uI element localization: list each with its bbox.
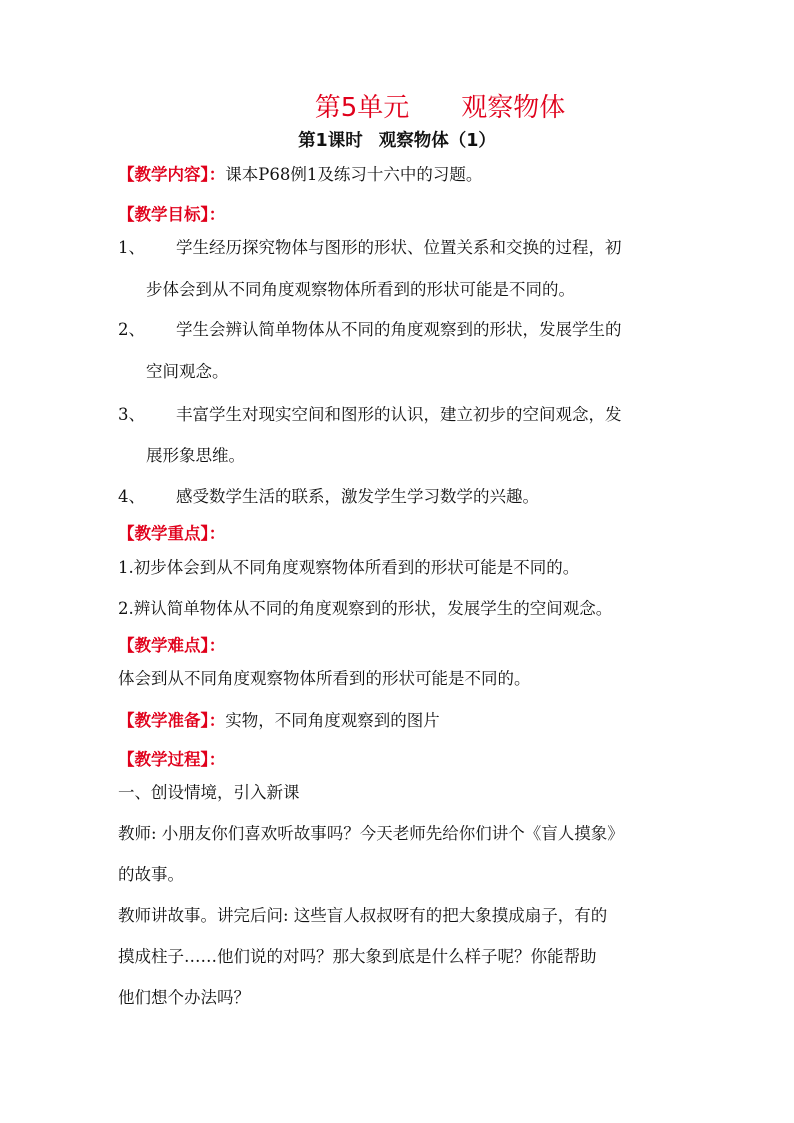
goal-number: 4、 [118, 487, 145, 506]
goal-text: 感受数学生活的联系，激发学生学习数学的兴趣。 [176, 487, 539, 506]
goal-text: 学生会辨认简单物体从不同的角度观察到的形状，发展学生的 [176, 320, 622, 339]
difficulties-heading: 【教学难点】： [118, 636, 226, 655]
key-points-heading-line [118, 522, 225, 546]
preparation-line [118, 709, 440, 733]
unit-number: 第5单元 [314, 93, 410, 123]
process-heading: 【教学过程】： [118, 750, 226, 769]
key-point-1: 1.初步体会到从不同角度观察物体所看到的形状可能是不同的。 [118, 558, 580, 577]
goal-text: 学生经历探究物体与图形的形状、位置关系和交换的过程，初 [176, 238, 622, 257]
goal-item-4 [118, 485, 539, 509]
goal-item-3-continued [146, 444, 245, 468]
process-paragraph-1: 教师: 小朋友你们喜欢听故事吗？今天老师先给你们讲个《盲人摸象》 [118, 824, 624, 843]
key-points-heading: 【教学重点】： [118, 524, 226, 543]
process-paragraph-2-continued: 摸成柱子……他们说的对吗？那大象到底是什么样子呢？你能帮助 [118, 947, 597, 966]
process-paragraph-2-end: 他们想个办法吗？ [118, 988, 250, 1007]
process-section-1: 一、创设情境，引入新课 [118, 783, 300, 802]
lesson-title [0, 128, 794, 154]
goal-number: 2、 [118, 320, 145, 339]
preparation-text: 实物，不同角度观察到的图片 [225, 711, 440, 730]
goal-item-1 [118, 236, 622, 260]
difficulties-heading-line [118, 634, 225, 658]
goal-item-2 [118, 318, 622, 342]
content-heading: 【教学内容】： [118, 165, 226, 184]
goals-heading-line [118, 203, 225, 227]
goal-item-1-continued [146, 278, 575, 302]
goal-text: 空间观念。 [146, 362, 229, 381]
goal-number: 1、 [118, 238, 145, 257]
content-text: 课本P68例1及练习十六中的习题。 [225, 165, 483, 184]
content-line [118, 163, 482, 187]
process-paragraph-2: 教师讲故事。讲完后问: 这些盲人叔叔呀有的把大象摸成扇子，有的 [118, 906, 608, 925]
unit-title [0, 90, 794, 126]
process-heading-line [118, 748, 225, 772]
goal-text: 步体会到从不同角度观察物体所看到的形状可能是不同的。 [146, 280, 575, 299]
goal-text: 展形象思维。 [146, 446, 245, 465]
unit-name: 观察物体 [461, 93, 566, 123]
key-point-2: 2.辨认简单物体从不同的角度观察到的形状，发展学生的空间观念。 [118, 599, 613, 618]
goal-item-2-continued [146, 360, 229, 384]
lesson-name: 观察物体（1） [378, 131, 496, 151]
goals-heading: 【教学目标】： [118, 205, 226, 224]
goal-text: 丰富学生对现实空间和图形的认识，建立初步的空间观念，发 [176, 405, 622, 424]
difficulties-text: 体会到从不同角度观察物体所看到的形状可能是不同的。 [118, 669, 531, 688]
goal-item-3 [118, 403, 622, 427]
preparation-heading: 【教学准备】： [118, 711, 226, 730]
goal-number: 3、 [118, 405, 145, 424]
process-paragraph-1-continued: 的故事。 [118, 865, 184, 884]
lesson-number: 第1课时 [298, 131, 363, 151]
